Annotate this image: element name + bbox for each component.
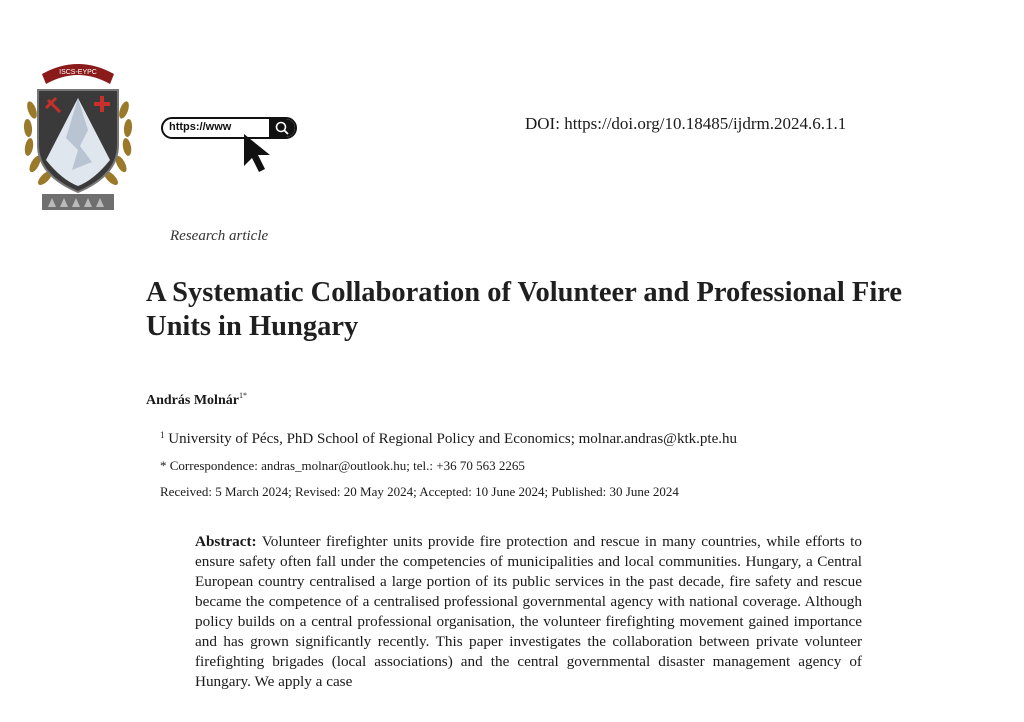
affiliation-mark: 1: [160, 430, 165, 440]
url-badge-text: https://www: [169, 121, 232, 133]
correspondence: * Correspondence: andras_molnar@outlook.hu; tel.: +36 70 563 2265: [160, 458, 525, 473]
journal-logo-icon: [22, 50, 134, 212]
cursor-arrow-icon: [240, 132, 280, 176]
abstract: [195, 532, 862, 692]
article-title: A Systematic Collaboration of Volunteer and Professional Fire Units in Hungary: [146, 277, 903, 342]
article-type: Research article: [170, 228, 269, 244]
publication-dates: Received: 5 March 2024; Revised: 20 May 2024; Accepted: 10 June 2024; Published: 30 June 2024: [160, 484, 679, 499]
author-name: András Molnár: [146, 393, 239, 408]
author-marks: 1*: [238, 391, 247, 400]
logo-banner-text: ISCS-EYPC: [59, 69, 97, 76]
abstract-text: Volunteer firefighter units provide fire protection and rescue in many countries, while efforts to ensure safety often fall under the competencies of municipalities and local communities. Hungary, a Central European country centralised a large portion of its public services in the past decade, fire safety and rescue became the competence of a centralised professional governmental agency with national coverage. Although policy builds on a central professional organisation, the volunteer firefighting movement gained importance and has grown significantly recently. This paper investigates the collaboration between private volunteer firefighting brigades (local associations) and the central governmental disaster management agency of Hungary. We apply a case: [195, 533, 862, 690]
abstract-label: Abstract:: [195, 533, 257, 550]
affiliation-text: University of Pécs, PhD School of Regional Policy and Economics; molnar.andras@ktk.pte.hu: [168, 431, 737, 447]
doi-link[interactable]: DOI: https://doi.org/10.18485/ijdrm.2024.6.1.1: [525, 114, 847, 133]
author-line: [146, 391, 247, 409]
affiliation: [160, 430, 737, 448]
